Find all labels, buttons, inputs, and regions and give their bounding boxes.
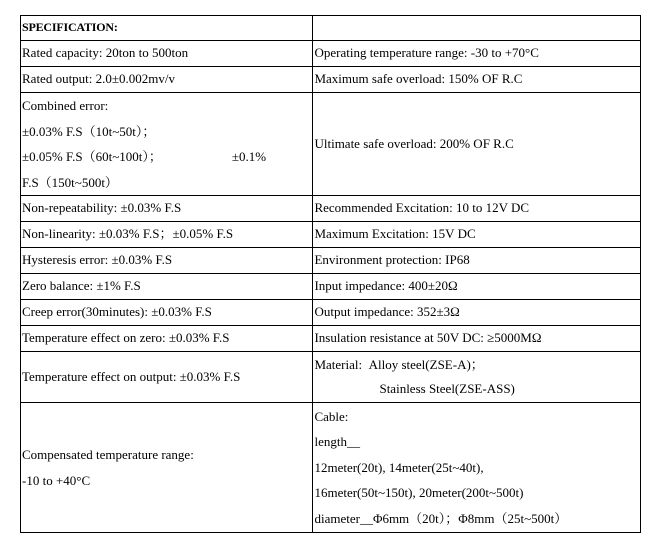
table-row	[21, 67, 641, 93]
table-row	[21, 93, 641, 196]
cable-line: diameter__Φ6mm（20t）；Φ8mm（25t~500t）	[314, 510, 568, 526]
recommended-excitation: Recommended Excitation: 10 to 12V DC	[313, 196, 641, 222]
table-row	[21, 41, 641, 67]
insulation-resistance: Insulation resistance at 50V DC: ≥5000MΩ	[313, 326, 641, 352]
hysteresis-error: Hysteresis error: ±0.03% F.S	[21, 248, 313, 274]
table-row	[21, 274, 641, 300]
rated-capacity: Rated capacity: 20ton to 500ton	[21, 41, 313, 67]
temperature-effect-on-zero: Temperature effect on zero: ±0.03% F.S	[21, 326, 313, 352]
compensated-temperature-range	[21, 403, 313, 533]
temperature-effect-on-output: Temperature effect on output: ±0.03% F.S	[21, 352, 313, 403]
material-line: Material: Alloy steel(ZSE-A)；	[314, 357, 484, 372]
cable-line: 16meter(50t~150t), 20meter(200t~500t)	[314, 485, 524, 501]
table-row	[21, 196, 641, 222]
table-row	[21, 222, 641, 248]
non-repeatability: Non-repeatability: ±0.03% F.S	[21, 196, 313, 222]
maximum-safe-overload: Maximum safe overload: 150% OF R.C	[313, 67, 641, 93]
table-row	[21, 352, 641, 403]
specification-table	[20, 15, 641, 533]
combined-error	[21, 93, 313, 196]
combined-error-line: ±0.03% F.S（10t~50t）；	[22, 123, 156, 139]
creep-error: Creep error(30minutes): ±0.03% F.S	[21, 300, 313, 326]
input-impedance: Input impedance: 400±20Ω	[313, 274, 641, 300]
material	[313, 352, 641, 403]
combined-error-line: ±0.05% F.S（60t~100t）； ±0.1%	[22, 149, 267, 164]
cable	[313, 403, 641, 533]
combined-error-label: Combined error:	[22, 98, 109, 113]
zero-balance: Zero balance: ±1% F.S	[21, 274, 313, 300]
non-linearity: Non-linearity: ±0.03% F.S；±0.05% F.S	[21, 222, 313, 248]
compensated-temperature-value: -10 to +40°C	[22, 472, 91, 488]
table-row	[21, 248, 641, 274]
environment-protection: Environment protection: IP68	[313, 248, 641, 274]
spec-title: SPECIFICATION:	[21, 16, 313, 41]
output-impedance: Output impedance: 352±3Ω	[313, 300, 641, 326]
material-line: Stainless Steel(ZSE-ASS)	[379, 381, 515, 396]
ultimate-safe-overload: Ultimate safe overload: 200% OF R.C	[313, 93, 641, 196]
empty-cell	[313, 16, 641, 41]
maximum-excitation: Maximum Excitation: 15V DC	[313, 222, 641, 248]
table-row	[21, 403, 641, 533]
table-row	[21, 326, 641, 352]
table-row	[21, 300, 641, 326]
rated-output: Rated output: 2.0±0.002mv/v	[21, 67, 313, 93]
cable-line: Cable:	[314, 408, 349, 424]
compensated-temperature-label: Compensated temperature range:	[22, 447, 194, 462]
combined-error-line: F.S（150t~500t）	[22, 174, 118, 190]
cable-line: 12meter(20t), 14meter(25t~40t),	[314, 459, 484, 475]
cable-line: length__	[314, 434, 360, 450]
title-row	[21, 16, 641, 41]
operating-temperature-range: Operating temperature range: -30 to +70°C	[313, 41, 641, 67]
